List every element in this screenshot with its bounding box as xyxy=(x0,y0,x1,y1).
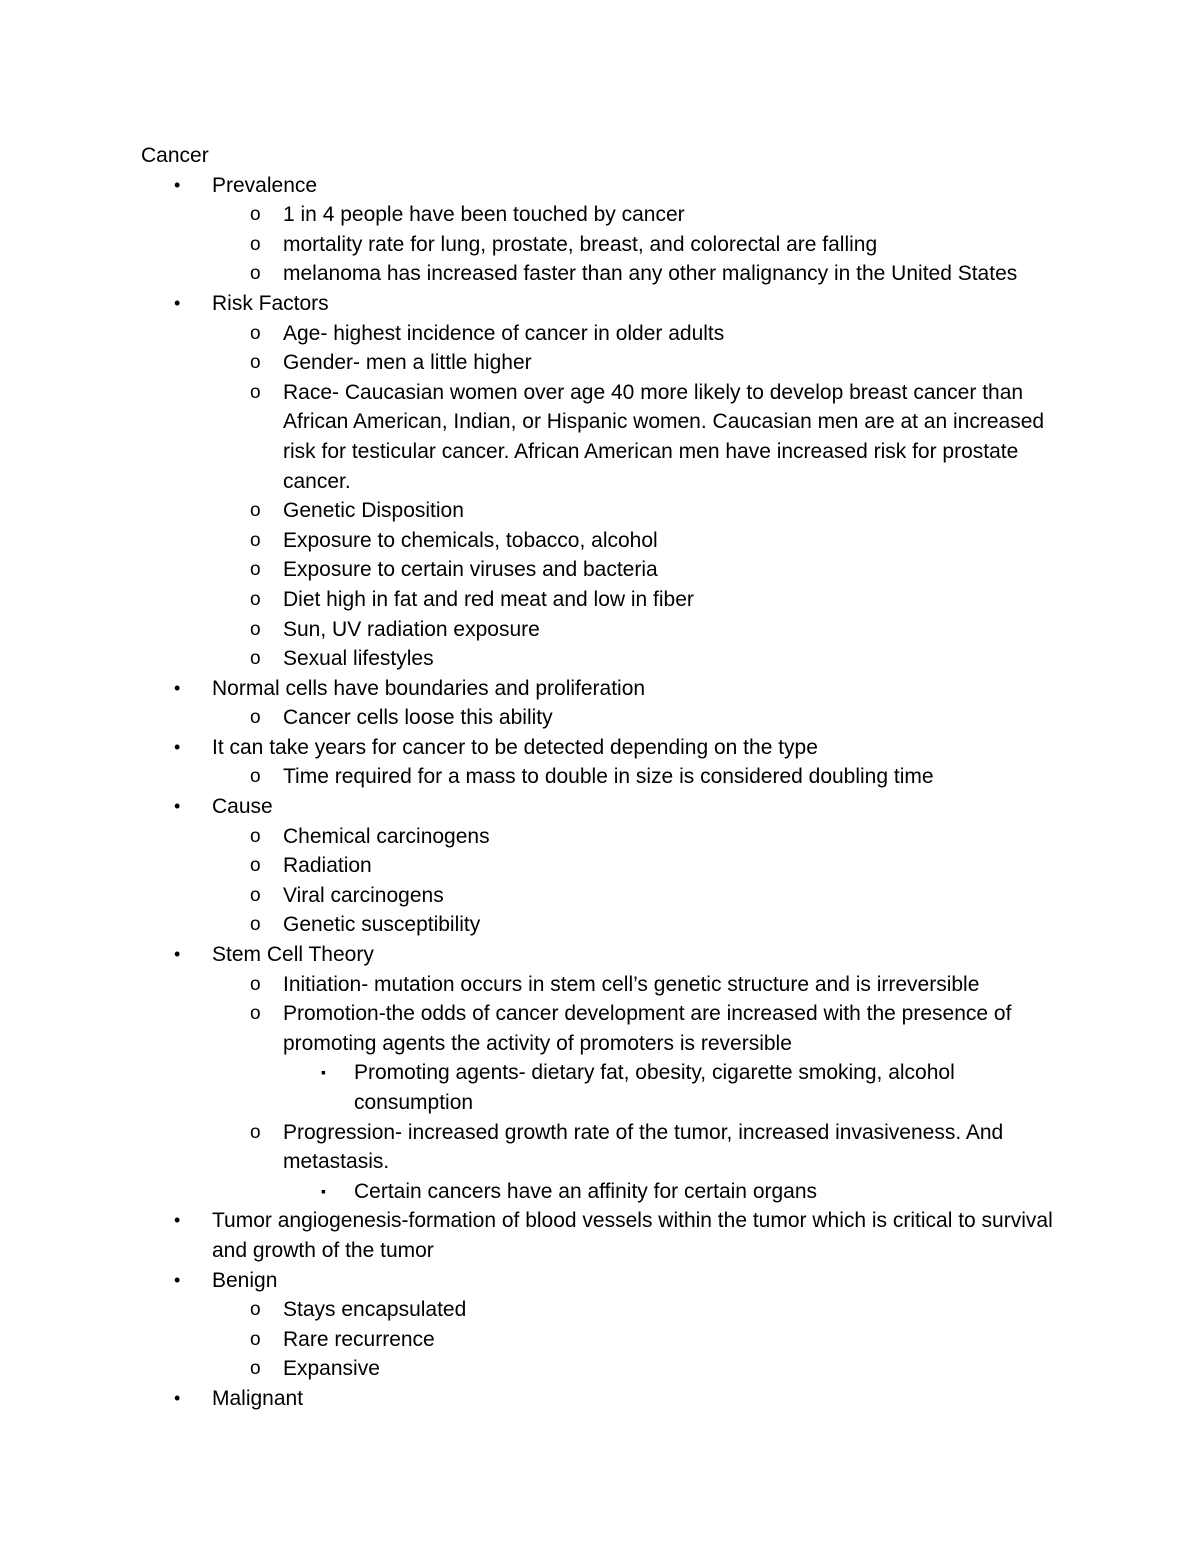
bullet-circle-icon: o xyxy=(250,766,261,788)
outline-subitem xyxy=(212,1295,1071,1325)
item-text: Initiation- mutation occurs in stem cell’s genetic structure and is irreversible xyxy=(283,972,980,996)
nested-list xyxy=(212,822,1071,940)
item-text: Certain cancers have an affinity for certain organs xyxy=(354,1179,818,1203)
item-text: Stem Cell Theory xyxy=(212,943,374,967)
outline-subitem xyxy=(212,851,1071,881)
outline-subsubitem xyxy=(283,1058,1071,1117)
bullet-circle-icon: o xyxy=(250,233,261,255)
outline-subitem xyxy=(212,644,1071,674)
outline-subitem xyxy=(212,319,1071,349)
bullet-dot-icon: • xyxy=(174,944,181,965)
nested-list xyxy=(212,762,1071,792)
outline-subitem xyxy=(212,230,1071,260)
item-text: Benign xyxy=(212,1268,278,1292)
bullet-circle-icon: o xyxy=(250,707,261,729)
outline-subitem xyxy=(212,585,1071,615)
outline-item xyxy=(141,1384,1071,1414)
outline-subitem xyxy=(212,910,1071,940)
outline-subitem xyxy=(212,496,1071,526)
item-text: mortality rate for lung, prostate, breast, and colorectal are falling xyxy=(283,232,878,256)
item-text: Exposure to certain viruses and bacteria xyxy=(283,558,658,582)
outline-subsubitem xyxy=(283,1177,1071,1207)
item-text: Exposure to chemicals, tobacco, alcohol xyxy=(283,528,658,552)
item-text: Radiation xyxy=(283,854,372,878)
bullet-dot-icon: • xyxy=(174,174,181,195)
item-text: Race- Caucasian women over age 40 more likely to develop breast cancer than African American, Indian, or Hispanic women. Caucasian men are at an increased risk for testicular cancer. African American men have increased risk for prostate cancer. xyxy=(283,380,1045,493)
item-text: Tumor angiogenesis-formation of blood vessels within the tumor which is critical to survival and growth of the tumor xyxy=(212,1209,1053,1262)
bullet-circle-icon: o xyxy=(250,352,261,374)
bullet-circle-icon: o xyxy=(250,381,261,403)
item-text: Prevalence xyxy=(212,173,318,197)
outline-subitem xyxy=(212,200,1071,230)
outline-subitem xyxy=(212,348,1071,378)
outline-subitem xyxy=(212,822,1071,852)
bullet-circle-icon: o xyxy=(250,263,261,285)
nested-list xyxy=(212,319,1071,674)
bullet-dot-icon: • xyxy=(174,292,181,313)
outline-subitem xyxy=(212,762,1071,792)
item-text: melanoma has increased faster than any other malignancy in the United States xyxy=(283,262,1018,286)
nested-list xyxy=(212,200,1071,289)
bullet-dot-icon: • xyxy=(174,736,181,757)
outline-item xyxy=(141,1206,1071,1265)
outline-item xyxy=(141,289,1071,674)
bullet-circle-icon: o xyxy=(250,648,261,670)
bullet-circle-icon: o xyxy=(250,529,261,551)
document-title: Cancer xyxy=(141,144,209,167)
outline-item xyxy=(141,171,1071,289)
nested-list xyxy=(283,1177,1071,1207)
outline-subitem xyxy=(212,1118,1071,1207)
item-text: Time required for a mass to double in size is considered doubling time xyxy=(283,765,934,789)
bullet-circle-icon: o xyxy=(250,322,261,344)
outline-subitem xyxy=(212,999,1071,1117)
outline-list xyxy=(141,171,1071,1414)
nested-list xyxy=(212,970,1071,1207)
outline-item xyxy=(141,792,1071,940)
nested-list xyxy=(283,1058,1071,1117)
outline-subitem xyxy=(212,555,1071,585)
item-text: Risk Factors xyxy=(212,291,329,315)
bullet-circle-icon: o xyxy=(250,500,261,522)
outline-subitem xyxy=(212,259,1071,289)
bullet-square-icon: ▪ xyxy=(321,1064,326,1081)
item-text: Progression- increased growth rate of the tumor, increased invasiveness. And metastasis. xyxy=(283,1120,1004,1174)
item-text: Sun, UV radiation exposure xyxy=(283,617,540,641)
item-text: Promoting agents- dietary fat, obesity, cigarette smoking, alcohol consumption xyxy=(354,1061,955,1114)
outline-item xyxy=(141,674,1071,733)
bullet-dot-icon: • xyxy=(174,796,181,817)
nested-list xyxy=(212,703,1071,733)
bullet-circle-icon: o xyxy=(250,559,261,581)
bullet-circle-icon: o xyxy=(250,825,261,847)
outline-subitem xyxy=(212,1354,1071,1384)
bullet-circle-icon: o xyxy=(250,855,261,877)
item-text: Diet high in fat and red meat and low in fiber xyxy=(283,587,694,611)
outline-subitem xyxy=(212,378,1071,496)
item-text: Promotion-the odds of cancer development are increased with the presence of promoting agents the activity of promoters is reversible xyxy=(283,1002,1012,1055)
document-body xyxy=(141,141,1071,1414)
item-text: Gender- men a little higher xyxy=(283,351,532,375)
bullet-dot-icon: • xyxy=(174,1387,181,1408)
nested-list xyxy=(212,1295,1071,1384)
outline-item xyxy=(141,1266,1071,1384)
bullet-circle-icon: o xyxy=(250,1328,261,1350)
bullet-dot-icon: • xyxy=(174,677,181,698)
bullet-circle-icon: o xyxy=(250,1121,261,1143)
outline-subitem xyxy=(212,526,1071,556)
outline-subitem xyxy=(212,615,1071,645)
bullet-circle-icon: o xyxy=(250,914,261,936)
outline-subitem xyxy=(212,881,1071,911)
bullet-dot-icon: • xyxy=(174,1210,181,1231)
item-text: Cause xyxy=(212,795,273,819)
item-text: Rare recurrence xyxy=(283,1327,435,1351)
item-text: Stays encapsulated xyxy=(283,1298,467,1322)
item-text: 1 in 4 people have been touched by cancer xyxy=(283,203,685,227)
bullet-circle-icon: o xyxy=(250,204,261,226)
bullet-dot-icon: • xyxy=(174,1269,181,1290)
bullet-circle-icon: o xyxy=(250,973,261,995)
item-text: Age- highest incidence of cancer in older adults xyxy=(283,321,725,345)
bullet-circle-icon: o xyxy=(250,1299,261,1321)
outline-subitem xyxy=(212,970,1071,1000)
bullet-circle-icon: o xyxy=(250,884,261,906)
item-text: Malignant xyxy=(212,1386,304,1410)
outline-item xyxy=(141,940,1071,1206)
bullet-circle-icon: o xyxy=(250,618,261,640)
item-text: Cancer cells loose this ability xyxy=(283,706,553,730)
item-text: Expansive xyxy=(283,1357,380,1381)
bullet-circle-icon: o xyxy=(250,1003,261,1025)
bullet-circle-icon: o xyxy=(250,1358,261,1380)
outline-subitem xyxy=(212,703,1071,733)
item-text: Genetic Disposition xyxy=(283,499,464,523)
item-text: Chemical carcinogens xyxy=(283,824,490,848)
item-text: Sexual lifestyles xyxy=(283,647,434,671)
item-text: Genetic susceptibility xyxy=(283,913,481,937)
outline-item xyxy=(141,733,1071,792)
item-text: Viral carcinogens xyxy=(283,883,444,907)
outline-subitem xyxy=(212,1325,1071,1355)
bullet-circle-icon: o xyxy=(250,588,261,610)
bullet-square-icon: ▪ xyxy=(321,1182,326,1199)
item-text: Normal cells have boundaries and proliferation xyxy=(212,676,646,700)
item-text: It can take years for cancer to be detected depending on the type xyxy=(212,735,818,759)
